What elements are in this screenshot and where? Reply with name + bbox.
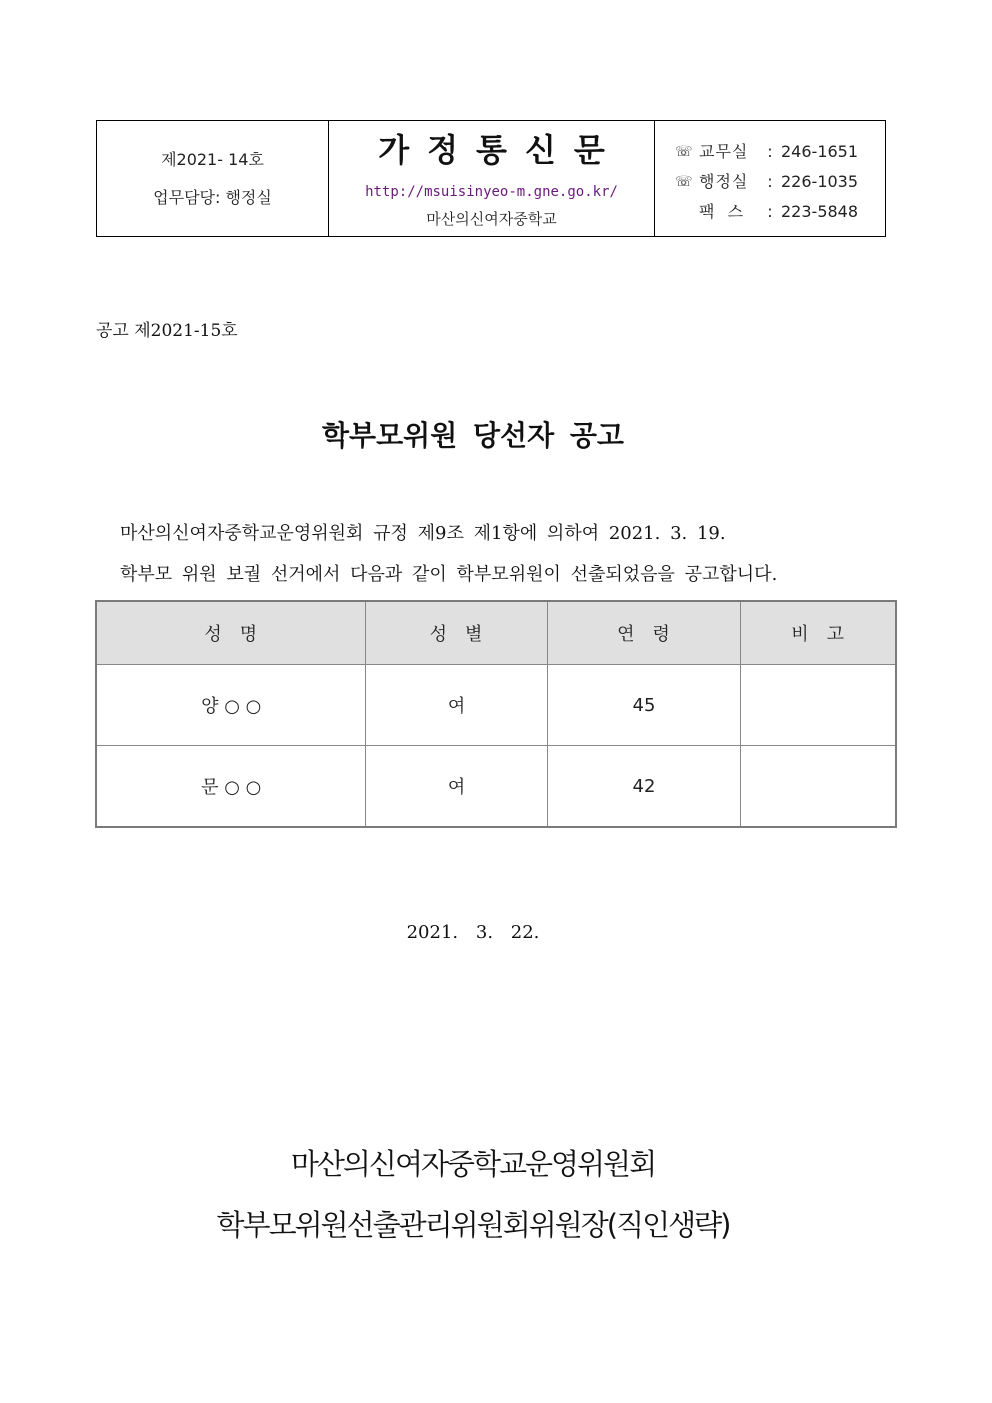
contact-label: 팩 스 [699,202,745,221]
header-gender: 성별 [366,601,547,665]
school-name: 마산의신여자중학교 [426,210,557,228]
separator: : [767,172,773,191]
separator: : [767,202,773,221]
contact-row-academic [675,137,885,167]
announcement-date: 2021. 3. 22. [406,922,540,943]
notice-number: 공고 제2021-15호 [96,321,238,341]
cell-age: 42 [547,746,741,828]
contact-label: 교무실 [699,142,749,161]
phone-icon: ☏ [675,144,693,160]
cell-name: 양 ○ ○ [96,665,366,746]
body-line-2: 학부모 위원 보궐 선거에서 다음과 같이 학부모위원이 선출되었음을 공고합니다. [120,564,778,585]
table-header-row [96,601,896,665]
cell-name: 문 ○ ○ [96,746,366,828]
cell-age: 45 [547,665,741,746]
signature-chair: 학부모위원선출관리위원회위원장(직인생략) [216,1208,730,1242]
issue-info [97,121,329,236]
contact-value: 226-1035 [781,172,859,191]
table-row [96,746,896,828]
separator: : [767,142,773,161]
contact-label: 행정실 [699,172,749,191]
contact-row-fax [675,197,885,227]
body-paragraph [120,513,777,595]
elected-members-table [95,600,897,828]
cell-gender: 여 [366,746,547,828]
newsletter-header-box [96,120,886,237]
document-title: 학부모위원 당선자 공고 [322,419,624,452]
header-name: 성명 [96,601,366,665]
signature-committee: 마산의신여자중학교운영위원회 [290,1147,656,1181]
contact-value: 223-5848 [781,202,859,221]
phone-icon: ☏ [675,174,693,190]
body-line-1: 마산의신여자중학교운영위원회 규정 제9조 제1항에 의하여 2021. 3. 19. [120,523,726,544]
header-age: 연령 [547,601,741,665]
contact-value: 246-1651 [781,142,859,161]
department: 업무담당: 행정실 [153,187,272,207]
issue-number: 제2021- 14호 [161,149,264,169]
newsletter-title-block [329,121,655,236]
header-note: 비고 [741,601,896,665]
table-row [96,665,896,746]
cell-gender: 여 [366,665,547,746]
contact-list [655,121,885,236]
cell-note [741,665,896,746]
cell-note [741,746,896,828]
school-website-link[interactable]: http://msuisinyeo-m.gne.go.kr/ [365,184,618,200]
contact-row-admin [675,167,885,197]
newsletter-title: 가정통신문 [378,131,623,169]
